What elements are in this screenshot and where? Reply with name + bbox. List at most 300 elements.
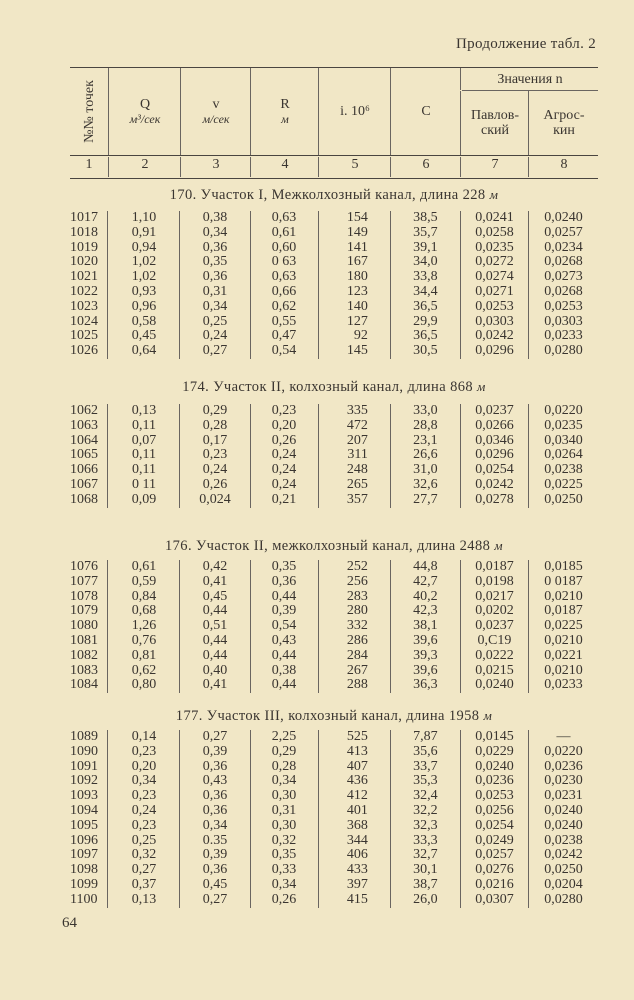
table-cell: 0,0340 <box>528 434 598 449</box>
table-cell: 0,23 <box>107 819 179 834</box>
table-cell: 38,1 <box>390 619 460 634</box>
header-chezy <box>390 68 461 155</box>
table-row <box>70 226 598 241</box>
table-cell: 35,7 <box>390 226 460 241</box>
table-cell: 284 <box>318 649 390 664</box>
table-cell: 0,0268 <box>528 285 598 300</box>
table-cell: 0,0242 <box>460 478 528 493</box>
table-row <box>70 404 598 419</box>
column-number-6: 6 <box>390 157 461 177</box>
table-cell: 0,024 <box>179 493 249 508</box>
table-cell: 0,24 <box>179 329 249 344</box>
table-cell: 525 <box>318 730 390 745</box>
table-row <box>70 575 598 590</box>
table-cell: 311 <box>318 448 390 463</box>
section-title-unit: м <box>489 187 499 202</box>
table-cell: 1025 <box>70 328 98 344</box>
table-cell: 1100 <box>70 891 98 907</box>
table-cell: 0,25 <box>107 834 179 849</box>
table-cell: 42,3 <box>390 604 460 619</box>
table-cell: 256 <box>318 575 390 590</box>
table-row <box>70 241 598 256</box>
table-cell: 0,27 <box>179 344 249 359</box>
table-row <box>70 774 598 789</box>
table-cell: 0,41 <box>179 678 249 693</box>
section-title <box>70 708 598 725</box>
header-velocity <box>180 68 251 155</box>
column-number-5: 5 <box>318 157 391 177</box>
table-cell: 36,5 <box>390 300 460 315</box>
table-cell: 0,0240 <box>528 211 598 226</box>
table-row <box>70 730 598 745</box>
table-cell: 0,24 <box>250 448 318 463</box>
table-cell: 0,0253 <box>460 789 528 804</box>
table-cell: 0,61 <box>250 226 318 241</box>
table-cell: 38,5 <box>390 211 460 226</box>
table-cell: 1020 <box>70 254 98 270</box>
table-cell: 1026 <box>70 343 98 359</box>
table-cell: 286 <box>318 634 390 649</box>
header-q-symbol: Q <box>139 96 151 112</box>
table-cell: 30,1 <box>390 863 460 878</box>
table-cell: 0 63 <box>250 255 318 270</box>
table-cell: 0,43 <box>179 774 249 789</box>
table-cell: 0,36 <box>179 760 249 775</box>
table-cell: 0,44 <box>250 678 318 693</box>
header-radius <box>250 68 319 155</box>
table-cell: 1062 <box>70 403 98 418</box>
table-row <box>70 434 598 449</box>
header-n-group <box>460 68 599 90</box>
table-cell: 0,11 <box>107 419 179 434</box>
table-cell: 0,45 <box>179 590 249 605</box>
section-table <box>70 730 598 908</box>
page-number: 64 <box>62 915 77 931</box>
table-cell: 32,4 <box>390 789 460 804</box>
table-cell: 0,0250 <box>528 863 598 878</box>
table-cell: 368 <box>318 819 390 834</box>
table-row <box>70 834 598 849</box>
table-cell: 0,31 <box>179 285 249 300</box>
table-cell: 29,9 <box>390 315 460 330</box>
table-cell: 145 <box>318 344 390 359</box>
column-number-2: 2 <box>108 157 181 177</box>
table-cell: 1077 <box>70 573 98 589</box>
table-cell: 0,54 <box>250 344 318 359</box>
section-title-unit: м <box>477 379 486 394</box>
table-cell: 0,0272 <box>460 255 528 270</box>
table-cell: 0,0225 <box>528 619 598 634</box>
table-cell: 33,7 <box>390 760 460 775</box>
section-title-unit: м <box>494 538 503 553</box>
table-cell: 0,54 <box>250 619 318 634</box>
header-pavlovsky-label: Павлов- ский <box>470 108 519 138</box>
table-cell: 0,0235 <box>528 419 598 434</box>
table-cell: 1023 <box>70 298 98 314</box>
table-cell: 335 <box>318 404 390 419</box>
table-cell: 1017 <box>70 210 98 225</box>
table-cell: 0,0250 <box>528 493 598 508</box>
section-table <box>70 211 598 359</box>
table-cell: 0,29 <box>250 745 318 760</box>
table-cell: 28,8 <box>390 419 460 434</box>
column-number-4: 4 <box>250 157 319 177</box>
table-cell: 1089 <box>70 729 98 744</box>
section-title-text: 170. Участок I, Межколхозный канал, длина 228 <box>169 187 486 203</box>
table-row <box>70 878 598 893</box>
table-cell: 0,55 <box>250 315 318 330</box>
table-row <box>70 604 598 619</box>
table-cell: 436 <box>318 774 390 789</box>
table-cell: 0,30 <box>250 819 318 834</box>
table-cell: 38,7 <box>390 878 460 893</box>
table-cell: 0,0187 <box>460 560 528 575</box>
table-cell: 127 <box>318 315 390 330</box>
table-cell: 413 <box>318 745 390 760</box>
table-cell: 1081 <box>70 632 98 648</box>
table-cell: 26,0 <box>390 893 460 908</box>
table-cell: 0,24 <box>250 478 318 493</box>
table-cell: 1063 <box>70 417 98 433</box>
table-cell: 0,0220 <box>528 745 598 760</box>
table-cell: 0,31 <box>250 804 318 819</box>
table-cell: 0,63 <box>250 211 318 226</box>
table-cell: 0,23 <box>107 789 179 804</box>
table-cell: 1064 <box>70 432 98 448</box>
table-cell: 1078 <box>70 588 98 604</box>
section-title <box>70 379 598 396</box>
table-cell: 0,41 <box>179 575 249 590</box>
table-cell: 248 <box>318 463 390 478</box>
table-cell: 92 <box>318 329 390 344</box>
table-cell: 0,35 <box>250 848 318 863</box>
table-cell: 0,11 <box>107 463 179 478</box>
table-cell: 0,0268 <box>528 255 598 270</box>
section-title-text: 176. Участок II, межколхозный канал, длина 2488 <box>165 538 491 554</box>
table-cell: 1066 <box>70 462 98 478</box>
table-cell: 0,45 <box>107 329 179 344</box>
table-cell: 0,23 <box>107 745 179 760</box>
table-cell: 265 <box>318 478 390 493</box>
table-cell: 0,44 <box>250 649 318 664</box>
table-cell: 0,0233 <box>528 329 598 344</box>
table-cell: 0,0234 <box>528 241 598 256</box>
table-cell: 1099 <box>70 876 98 892</box>
table-cell: 36,3 <box>390 678 460 693</box>
table-cell: 0,26 <box>250 893 318 908</box>
table-cell: 0,20 <box>250 419 318 434</box>
table-cell: 0,0235 <box>460 241 528 256</box>
table-cell: 0,39 <box>250 604 318 619</box>
table-cell: 401 <box>318 804 390 819</box>
table-cell: 0,0231 <box>528 789 598 804</box>
table-cell: 0,0210 <box>528 634 598 649</box>
table-cell: 0,25 <box>179 315 249 330</box>
header-bottom-rule <box>70 178 598 179</box>
table-cell: 0,94 <box>107 241 179 256</box>
section-title <box>70 187 598 204</box>
table-cell: 0,0254 <box>460 819 528 834</box>
table-cell: 0,39 <box>179 745 249 760</box>
table-cell: 0,0278 <box>460 493 528 508</box>
table-cell: 0,0257 <box>460 848 528 863</box>
table-cell: 0,0145 <box>460 730 528 745</box>
table-cell: 1,26 <box>107 619 179 634</box>
table-cell: 0,26 <box>179 478 249 493</box>
table-cell: 1022 <box>70 283 98 299</box>
table-cell: 0,64 <box>107 344 179 359</box>
table-cell: 0,62 <box>250 300 318 315</box>
table-cell: 0,0215 <box>460 664 528 679</box>
column-number-8: 8 <box>528 157 599 177</box>
table-row <box>70 590 598 605</box>
header-q-unit: м³/сек <box>129 111 161 126</box>
table-cell: 0,36 <box>250 575 318 590</box>
table-cell: 0,61 <box>107 560 179 575</box>
table-cell: 0,13 <box>107 893 179 908</box>
table-row <box>70 863 598 878</box>
table-cell: 0,0217 <box>460 590 528 605</box>
table-cell: 0,0216 <box>460 878 528 893</box>
table-cell: 0.35 <box>179 834 249 849</box>
table-cell: 0,0222 <box>460 649 528 664</box>
header-r-symbol: R <box>280 96 290 112</box>
table-cell: 0,34 <box>179 226 249 241</box>
table-cell: 31,0 <box>390 463 460 478</box>
table-cell: 26,6 <box>390 448 460 463</box>
table-cell: 141 <box>318 241 390 256</box>
table-cell: 433 <box>318 863 390 878</box>
table-cell: 0,0236 <box>528 760 598 775</box>
section-title-unit: м <box>483 708 493 723</box>
header-mid-rule <box>70 155 598 156</box>
table-cell: 1090 <box>70 743 98 759</box>
table-row <box>70 300 598 315</box>
header-pavlovsky <box>460 91 529 155</box>
table-cell: 0,32 <box>107 848 179 863</box>
table-cell: 357 <box>318 493 390 508</box>
table-cell: 35,3 <box>390 774 460 789</box>
table-cell: 0,0280 <box>528 344 598 359</box>
table-cell: 0,40 <box>179 664 249 679</box>
header-point-number <box>70 68 108 155</box>
table-cell: 0,28 <box>250 760 318 775</box>
table-cell: 1092 <box>70 773 98 789</box>
section-table <box>70 560 598 693</box>
table-cell: 0,34 <box>250 878 318 893</box>
table-cell: 0,47 <box>250 329 318 344</box>
table-cell: 0,24 <box>107 804 179 819</box>
table-cell: 32,2 <box>390 804 460 819</box>
header-discharge <box>108 68 181 155</box>
table-cell: 0,0204 <box>528 878 598 893</box>
table-row <box>70 270 598 285</box>
table-cell: 1065 <box>70 447 98 463</box>
table-cell: 0,13 <box>107 404 179 419</box>
table-cell: 27,7 <box>390 493 460 508</box>
table-cell: 0,44 <box>179 604 249 619</box>
table-cell: 0,59 <box>107 575 179 590</box>
table-cell: 0,66 <box>250 285 318 300</box>
table-cell: 1084 <box>70 677 98 693</box>
table-row <box>70 678 598 693</box>
table-cell: 0,0296 <box>460 344 528 359</box>
table-cell: 0,21 <box>250 493 318 508</box>
table-cell: 267 <box>318 664 390 679</box>
table-cell: 0,81 <box>107 649 179 664</box>
table-cell: 0,0273 <box>528 270 598 285</box>
table-cell: 0,36 <box>179 270 249 285</box>
table-cell: 0,0242 <box>528 848 598 863</box>
table-cell: 0,76 <box>107 634 179 649</box>
section-title <box>70 538 598 555</box>
table-row <box>70 329 598 344</box>
table-row <box>70 789 598 804</box>
table-cell: 0,28 <box>179 419 249 434</box>
table-cell: 0,27 <box>179 893 249 908</box>
table-cell: 0,26 <box>250 434 318 449</box>
table-cell: 0,43 <box>250 634 318 649</box>
table-row <box>70 804 598 819</box>
table-cell: 1095 <box>70 817 98 833</box>
table-cell: 0,44 <box>179 649 249 664</box>
table-cell: 34,0 <box>390 255 460 270</box>
table-row <box>70 448 598 463</box>
table-cell: 0,36 <box>179 241 249 256</box>
table-cell: 1019 <box>70 239 98 255</box>
table-cell: 1021 <box>70 269 98 285</box>
table-cell: 1076 <box>70 559 98 574</box>
table-cell: 0,34 <box>107 774 179 789</box>
table-cell: 0,0202 <box>460 604 528 619</box>
table-cell: 0,0258 <box>460 226 528 241</box>
table-cell: 1097 <box>70 847 98 863</box>
header-v-unit: м/сек <box>202 111 230 126</box>
table-cell: 0,38 <box>179 211 249 226</box>
table-cell: 412 <box>318 789 390 804</box>
table-row <box>70 745 598 760</box>
table-cell: 0,93 <box>107 285 179 300</box>
table-cell: 0,0241 <box>460 211 528 226</box>
table-continuation-title: Продолжение табл. 2 <box>456 36 596 52</box>
table-cell: 0,0230 <box>528 774 598 789</box>
table-cell: 154 <box>318 211 390 226</box>
table-cell: 1079 <box>70 603 98 619</box>
table-cell: 1098 <box>70 862 98 878</box>
table-cell: 252 <box>318 560 390 575</box>
table-cell: 0,0280 <box>528 893 598 908</box>
table-cell: 0,27 <box>179 730 249 745</box>
table-cell: 207 <box>318 434 390 449</box>
table-cell: 0,0229 <box>460 745 528 760</box>
table-cell: 0,0240 <box>460 678 528 693</box>
table-row <box>70 634 598 649</box>
table-cell: 0,11 <box>107 448 179 463</box>
table-cell: 280 <box>318 604 390 619</box>
table-cell: 0,0264 <box>528 448 598 463</box>
table-cell: 167 <box>318 255 390 270</box>
table-cell: 0,35 <box>250 560 318 575</box>
table-row <box>70 255 598 270</box>
table-cell: 39,1 <box>390 241 460 256</box>
column-number-7: 7 <box>460 157 529 177</box>
table-cell: 0,38 <box>250 664 318 679</box>
table-cell: 0,0266 <box>460 419 528 434</box>
table-cell: 0,0253 <box>460 300 528 315</box>
table-cell: 0,29 <box>179 404 249 419</box>
table-cell: 32,3 <box>390 819 460 834</box>
table-cell: 0,37 <box>107 878 179 893</box>
table-cell: 407 <box>318 760 390 775</box>
table-cell: 140 <box>318 300 390 315</box>
table-cell: 1018 <box>70 224 98 240</box>
section-title-text: 174. Участок II, колхозный канал, длина 868 <box>182 379 474 395</box>
table-cell: 0,91 <box>107 226 179 241</box>
table-cell: 0,44 <box>250 590 318 605</box>
table-row <box>70 848 598 863</box>
table-cell: 1068 <box>70 491 98 507</box>
header-r-unit: м <box>281 111 289 126</box>
table-cell: 0,0274 <box>460 270 528 285</box>
table-cell: 0,27 <box>107 863 179 878</box>
table-cell: 0,0210 <box>528 664 598 679</box>
table-cell: 2,25 <box>250 730 318 745</box>
table-cell: 0,96 <box>107 300 179 315</box>
section-title-text: 177. Участок III, колхозный канал, длина 1958 <box>175 708 480 724</box>
header-v-symbol: v <box>212 96 220 112</box>
table-cell: 0,23 <box>179 448 249 463</box>
table-cell: 39,6 <box>390 664 460 679</box>
table-cell: 0,45 <box>179 878 249 893</box>
table-cell: 0,33 <box>250 863 318 878</box>
table-cell: 42,7 <box>390 575 460 590</box>
table-row <box>70 478 598 493</box>
header-agroskin <box>528 91 599 155</box>
table-cell: 0,0237 <box>460 619 528 634</box>
table-cell: 0,0237 <box>460 404 528 419</box>
table-cell: 0,0257 <box>528 226 598 241</box>
column-number-3: 3 <box>180 157 251 177</box>
table-cell: 0,07 <box>107 434 179 449</box>
column-number-1: 1 <box>85 157 93 172</box>
table-cell: 1080 <box>70 618 98 634</box>
table-cell: 30,5 <box>390 344 460 359</box>
table-cell: 39,3 <box>390 649 460 664</box>
table-cell: 0,0254 <box>460 463 528 478</box>
table-row <box>70 315 598 330</box>
table-cell: 0,24 <box>179 463 249 478</box>
table-row <box>70 760 598 775</box>
table-cell: 0,23 <box>250 404 318 419</box>
table-cell: 415 <box>318 893 390 908</box>
table-cell: 0,0225 <box>528 478 598 493</box>
table-cell: 0,0256 <box>460 804 528 819</box>
table-cell: 0,44 <box>179 634 249 649</box>
table-cell: 1,10 <box>107 211 179 226</box>
table-cell: 0,С19 <box>460 634 528 649</box>
table-cell: 180 <box>318 270 390 285</box>
table-cell: 35,6 <box>390 745 460 760</box>
table-row <box>70 619 598 634</box>
table-cell: 0,0220 <box>528 404 598 419</box>
table-cell: 34,4 <box>390 285 460 300</box>
table-row <box>70 211 598 226</box>
table-cell: 32,7 <box>390 848 460 863</box>
table-row <box>70 493 598 508</box>
table-cell: — <box>528 730 598 745</box>
table-cell: 0,0221 <box>528 649 598 664</box>
table-cell: 1093 <box>70 788 98 804</box>
